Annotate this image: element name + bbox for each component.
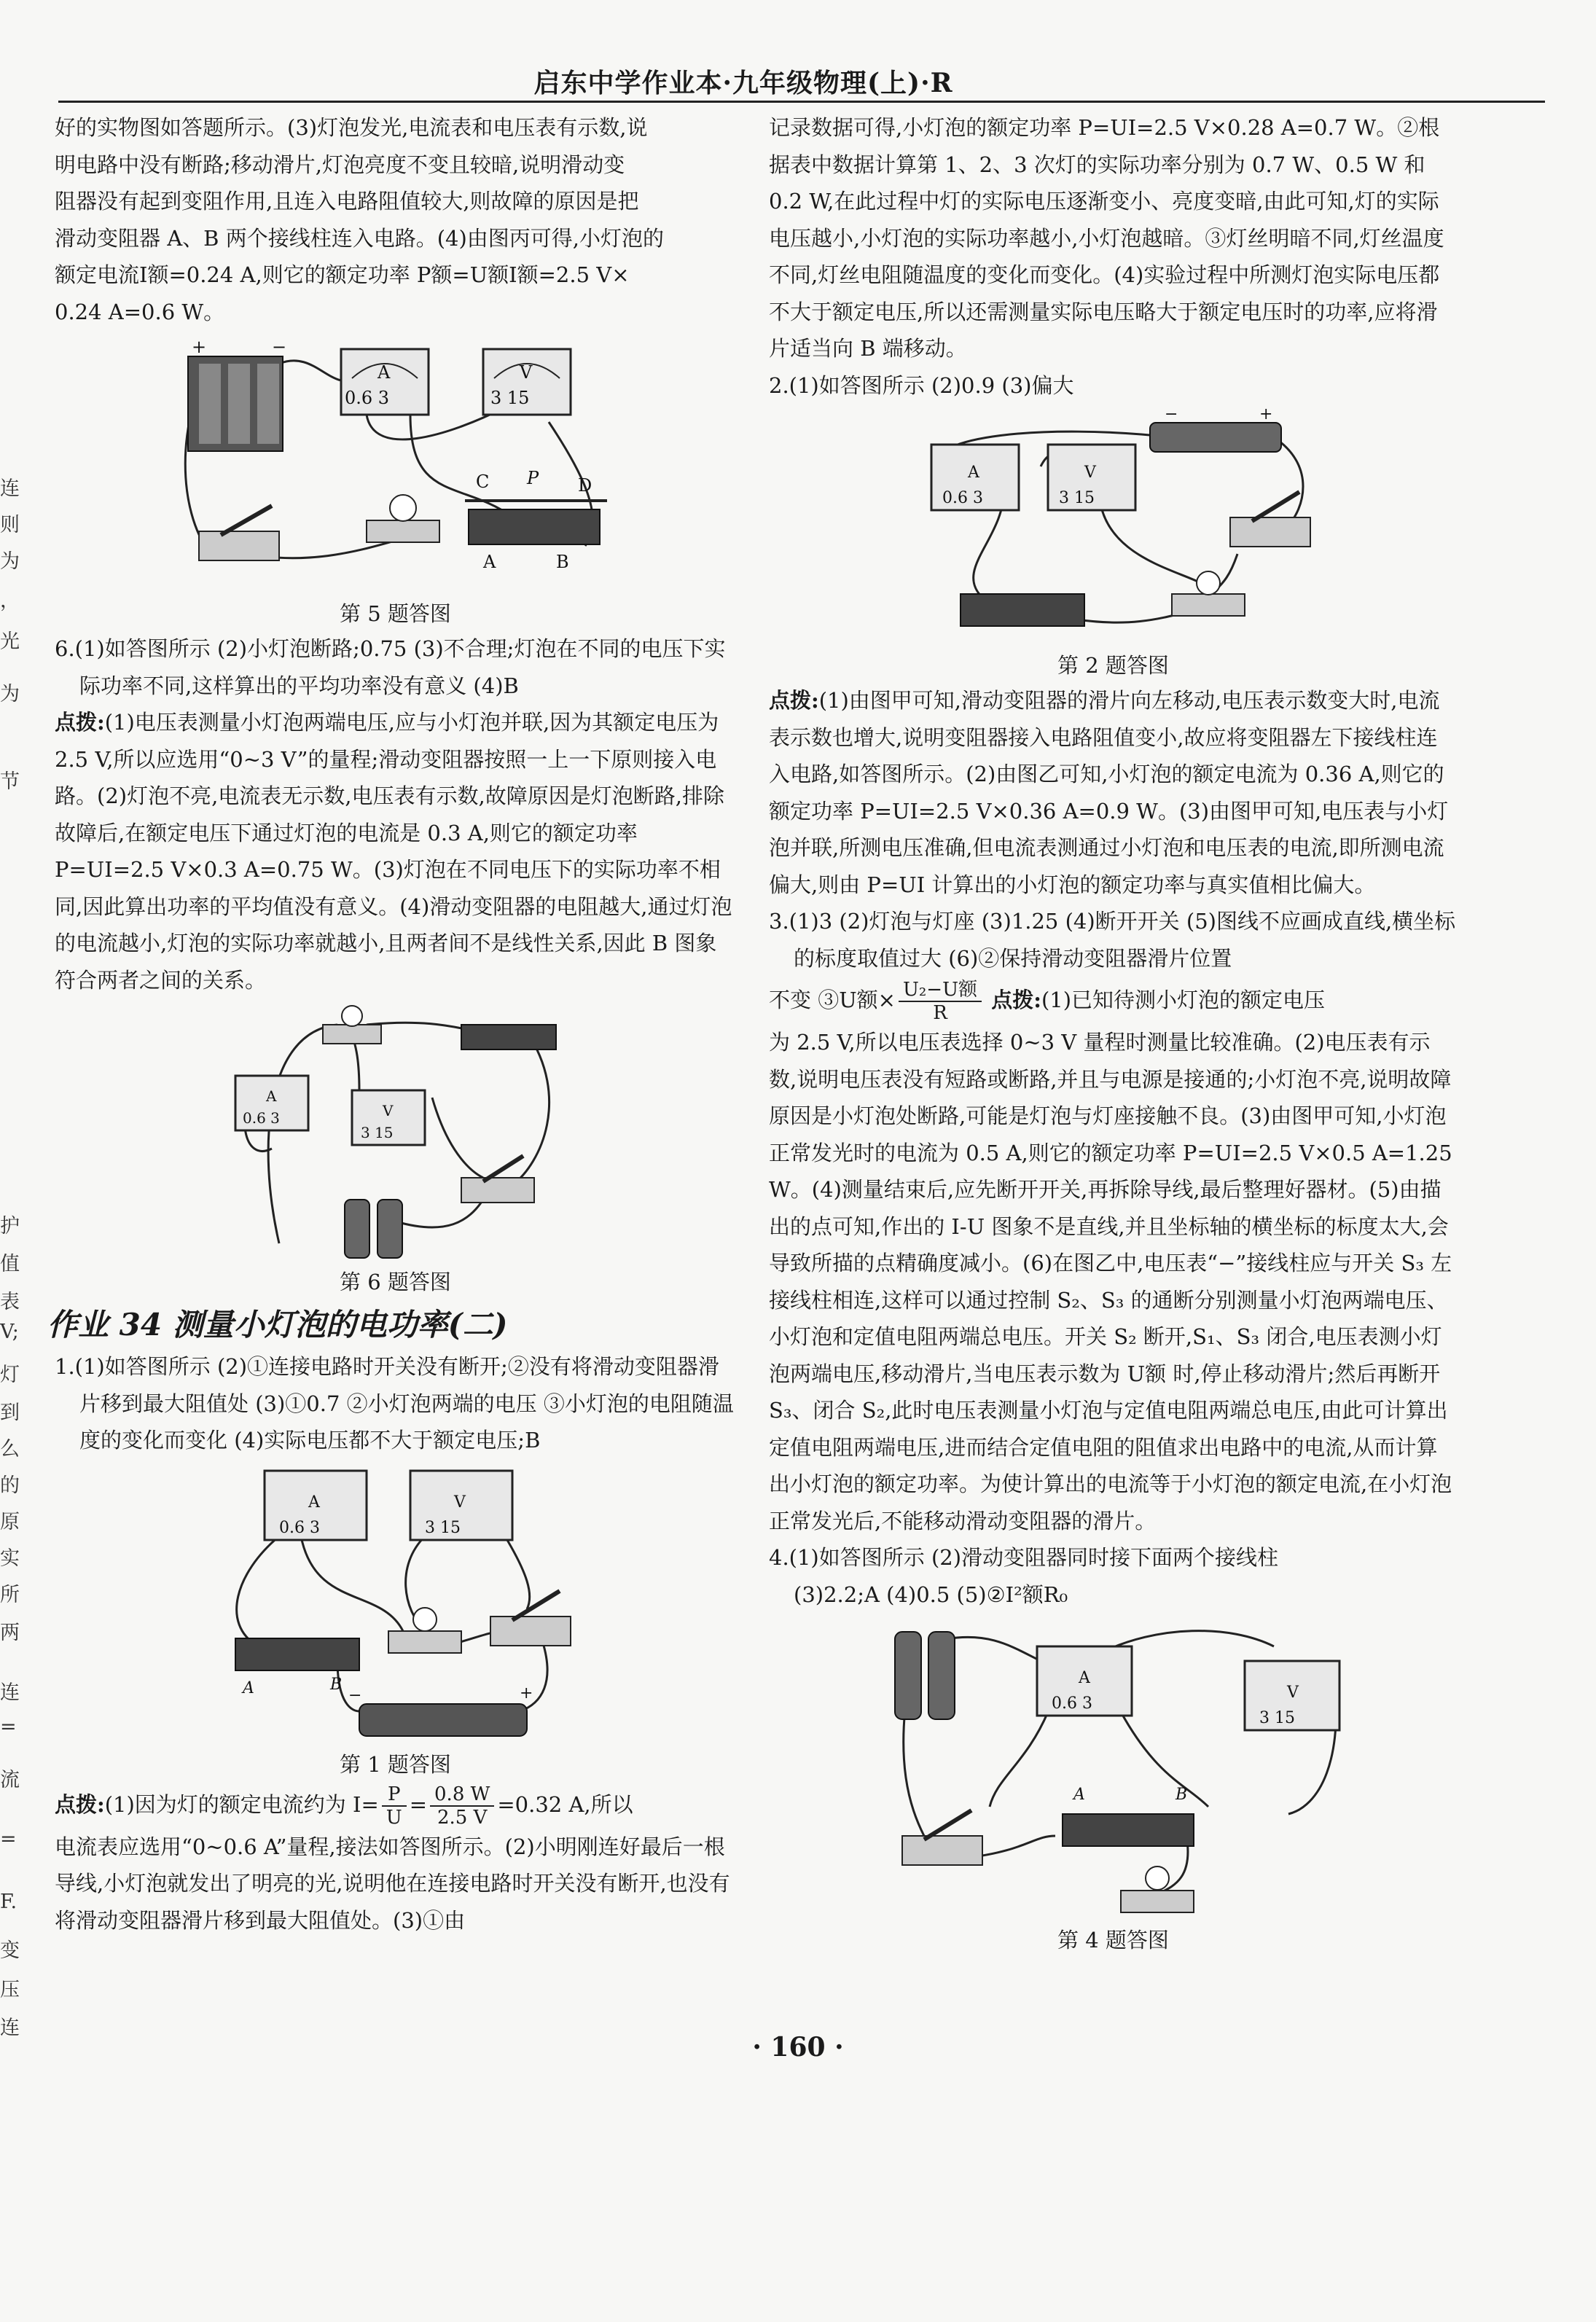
voltmeter-symbol: V bbox=[1084, 464, 1096, 482]
fraction-u2-minus-u-over-r bbox=[899, 979, 982, 1024]
note-label: 点拨: bbox=[55, 1791, 105, 1817]
figure-1-circuit bbox=[192, 1463, 600, 1748]
q3-answer-a: 3.(1)3 (2)灯泡与灯座 (3)1.25 (4)断开开关 (5)图线不应画成直线,横坐标的标度取值过大 (6)②保持滑动变阻器滑片位置 bbox=[769, 909, 1456, 971]
ammeter-scale: 0.6 3 bbox=[242, 1109, 280, 1127]
q3-answer-b bbox=[769, 977, 1458, 1024]
bulb-icon bbox=[388, 1608, 461, 1653]
figure-6-caption: 第 6 题答图 bbox=[340, 1270, 451, 1294]
q2-note-text: (1)由图甲可知,滑动变阻器的滑片向左移动,电压表示数变大时,电流表示数也增大,说明变阻器接入电路阻值变小,故应将变阻器左下接线柱连入电路,如答图所示。(2)由图乙可知,小灯泡的额定电流为 0.36 A,则它的额定功率 P=UI=2.5 V×0.36 A=0.9 W。(3)由图甲可知,电压表与小灯泡并联,所测电压准确,但电流表测通过小灯泡和电压表的电流,即所测电流偏大,则由 P=UI 计算出的小灯泡的额定功率与真实值相比偏大。 bbox=[769, 688, 1449, 897]
q4-answer-a: 4.(1)如答图所示 (2)滑动变阻器同时接下面两个接线柱 bbox=[769, 1545, 1279, 1570]
terminal-d: D bbox=[577, 475, 592, 496]
edge-char: 值 bbox=[0, 1253, 20, 1275]
voltmeter-scale: 3 15 bbox=[1058, 489, 1095, 507]
left-column bbox=[47, 109, 736, 1939]
rheostat-icon bbox=[1063, 1814, 1194, 1846]
terminal-a: A bbox=[482, 552, 496, 572]
edge-char: 节 bbox=[0, 770, 20, 793]
edge-char: 的 bbox=[0, 1474, 20, 1497]
q4-answer-b: (3)2.2;A (4)0.5 (5)②I²额R₀ bbox=[794, 1582, 1068, 1607]
section-title: 作业 34 测量小灯泡的电功率(二) bbox=[47, 1307, 508, 1342]
slider-p: P bbox=[526, 468, 539, 488]
q5-line: 好的实物图如答题所示。(3)灯泡发光,电流表和电压表有示数,说 bbox=[55, 115, 648, 140]
figure-6-circuit bbox=[192, 1003, 600, 1265]
edge-char: 连 bbox=[0, 1681, 20, 1704]
edge-char: 到 bbox=[0, 1402, 20, 1424]
right-column bbox=[769, 109, 1458, 1957]
edge-char: 么 bbox=[0, 1438, 20, 1461]
q1-note-text-b: =0.32 A,所以 bbox=[497, 1791, 633, 1817]
bulb-icon bbox=[1172, 571, 1245, 616]
voltmeter-scale: 3 15 bbox=[490, 388, 529, 408]
fraction-numerator: U₂−U额 bbox=[899, 979, 982, 1002]
q6-answer: 6.(1)如答图所示 (2)小灯泡断路;0.75 (3)不合理;灯泡在不同的电压下实际功率不同,这样算出的平均功率没有意义 (4)B bbox=[55, 636, 726, 698]
figure-2-caption: 第 2 题答图 bbox=[1057, 653, 1169, 678]
voltmeter-symbol: V bbox=[519, 362, 532, 383]
q3-note-text: 为 2.5 V,所以电压表选择 0~3 V 量程时测量比较准确。(2)电压表有示数,说明电压表没有短路或断路,并且与电源是接通的;小灯泡不亮,说明故障原因是小灯泡处断路,可能是灯泡与灯座接触不良。(3)由图甲可知,小灯泡正常发光时的电流为 0.5 A,则它的额定功率 P=UI=2.5 V×0.5 A=1.25 W。(4)测量结束后,应先断开开关,再拆除导线,最后整理好器材。(5)由描出的点可知,作出的 I-U 图象不是直线,并且坐标轴的横坐标的标度太大,会导致所描的点精确度减小。(6)在图乙中,电压表“−”接线柱应与开关 S₃ 左接线柱相连,这样可以通过控制 S₂、S₃ 的通断分别测量小灯泡两端电压、小灯泡和定值电阻两端总电压。开关 S₂ 断开,S₁、S₃ 闭合,电压表测小灯泡两端电压,移动滑片,当电压表示数为 U额 时,停止移动滑片;然后再断开 S₃、闭合 S₂,此时电压表测量小灯泡与定值电阻两端总电压,由此可计算出定值电阻两端电压,进而结合定值电阻的阻值求出电路中的电流,从而计算出小灯泡的额定功率。为使计算出的电流等于小灯泡的额定电流,在小灯泡正常发光后,不能移动滑动变阻器的滑片。 bbox=[769, 1030, 1452, 1533]
switch-icon bbox=[1230, 492, 1310, 547]
figure-5-circuit bbox=[170, 335, 622, 597]
fraction-numerator: P bbox=[382, 1783, 407, 1807]
fraction-denominator: 2.5 V bbox=[437, 1806, 488, 1829]
terminal-c: C bbox=[475, 472, 489, 492]
edge-char: 原 bbox=[0, 1511, 20, 1533]
battery-plus: + bbox=[1259, 408, 1272, 423]
rheostat-icon bbox=[465, 501, 607, 544]
terminal-a: A bbox=[1073, 1786, 1085, 1804]
voltmeter-scale: 3 15 bbox=[1259, 1709, 1295, 1727]
ammeter-symbol: A bbox=[265, 1087, 276, 1105]
edge-char: 两 bbox=[0, 1622, 20, 1644]
battery-icon bbox=[359, 1704, 527, 1736]
fraction-numerator: 0.8 W bbox=[430, 1783, 494, 1807]
figure-4-circuit bbox=[880, 1617, 1347, 1923]
q5-line: 滑动变阻器 A、B 两个接线柱连入电路。(4)由图丙可得,小灯泡的 bbox=[55, 225, 664, 251]
note-label: 点拨: bbox=[55, 710, 105, 735]
edge-char: F. bbox=[0, 1891, 17, 1913]
terminal-b: B bbox=[329, 1675, 342, 1694]
ammeter-scale: 0.6 3 bbox=[942, 489, 983, 507]
ammeter-scale: 0.6 3 bbox=[1051, 1694, 1092, 1713]
figure-4-caption: 第 4 题答图 bbox=[1057, 1928, 1169, 1952]
ammeter-scale: 0.6 3 bbox=[344, 388, 389, 408]
edge-char: 护 bbox=[0, 1215, 20, 1238]
terminal-b: B bbox=[1175, 1786, 1187, 1804]
ammeter-symbol: A bbox=[377, 362, 390, 383]
ammeter-symbol: A bbox=[967, 464, 979, 482]
edge-char: 实 bbox=[0, 1547, 20, 1570]
battery-plus: + bbox=[191, 337, 206, 357]
edge-char: 变 bbox=[0, 1939, 20, 1962]
terminal-a: A bbox=[242, 1678, 254, 1697]
rheostat-icon bbox=[961, 594, 1084, 626]
battery-minus: − bbox=[271, 337, 286, 357]
edge-char: 灯 bbox=[0, 1364, 20, 1386]
figure-5-caption: 第 5 题答图 bbox=[340, 601, 451, 626]
q2-answer: 2.(1)如答图所示 (2)0.9 (3)偏大 bbox=[769, 372, 1074, 398]
switch-icon bbox=[461, 1156, 534, 1203]
voltmeter-symbol: V bbox=[382, 1102, 393, 1119]
edge-char: V; bbox=[0, 1321, 19, 1343]
battery-icon bbox=[345, 1200, 402, 1258]
q1-note-text-c: 电流表应选用“0~0.6 A”量程,接法如答图所示。(2)小明刚连好最后一根导线,小灯泡就发出了明亮的光,说明他在连接电路时开关没有断开,也没有将滑动变阻器滑片移到最大阻值处。(3)①由 bbox=[55, 1834, 730, 1933]
ammeter-symbol: A bbox=[308, 1493, 320, 1512]
voltmeter-symbol: V bbox=[1286, 1684, 1299, 1702]
fraction-values bbox=[430, 1783, 494, 1829]
edge-char: ， bbox=[0, 590, 20, 612]
header-rule bbox=[58, 101, 1545, 103]
terminal-b: B bbox=[555, 552, 569, 572]
battery-icon bbox=[1150, 423, 1281, 452]
bulb-icon bbox=[323, 1006, 381, 1044]
q1-continued: 记录数据可得,小灯泡的额定功率 P=UI=2.5 V×0.28 A=0.7 W。②根据表中数据计算第 1、2、3 次灯的实际功率分别为 0.7 W、0.5 W 和 0.2 W,在此过程中灯的实际电压逐渐变小、亮度变暗,由此可知,灯的实际电压越小,小灯泡的实际功率越小,小灯泡越暗。③灯丝明暗不同,灯丝温度不同,灯丝电阻随温度的变化而变化。(4)实验过程中所测灯泡实际电压都不大于额定电压,所以还需测量实际电压略大于额定电压时的功率,应将滑片适当向 B 端移动。 bbox=[769, 115, 1444, 361]
fraction-denominator: R bbox=[933, 1002, 947, 1024]
fraction-p-over-u bbox=[382, 1783, 407, 1829]
edge-char: 光 bbox=[0, 630, 20, 653]
page-number: · 160 · bbox=[752, 2032, 844, 2063]
edge-char: 流 bbox=[0, 1769, 20, 1791]
rheostat-icon bbox=[235, 1638, 359, 1670]
q6-note bbox=[55, 704, 736, 998]
fraction-denominator: U bbox=[386, 1806, 402, 1829]
q1-answer: 1.(1)如答图所示 (2)①连接电路时开关没有断开;②没有将滑动变阻器滑片移到最大阻值处 (3)①0.7 ②小灯泡两端的电压 ③小灯泡的电阻随温度的变化而变化 (4)实际电压都不大于额定电压;B bbox=[55, 1354, 734, 1453]
edge-char: 则 bbox=[0, 514, 20, 536]
figure-2-circuit bbox=[895, 408, 1332, 649]
edge-char: 所 bbox=[0, 1584, 20, 1606]
edge-char: 压 bbox=[0, 1979, 20, 2001]
edge-char: 为 bbox=[0, 683, 20, 705]
voltmeter-scale: 3 15 bbox=[424, 1518, 461, 1537]
page-header-title: 启东中学作业本·九年级物理(上)·R bbox=[533, 68, 953, 98]
edge-char: = bbox=[0, 1716, 17, 1738]
edge-char: 为 bbox=[0, 550, 20, 573]
switch-icon bbox=[199, 506, 279, 560]
voltmeter-symbol: V bbox=[453, 1493, 466, 1512]
battery-plus: + bbox=[519, 1684, 533, 1703]
q3-text-b: 不变 ③U额× bbox=[769, 988, 896, 1012]
ammeter-scale: 0.6 3 bbox=[278, 1518, 320, 1537]
battery-icon bbox=[188, 356, 283, 451]
edge-char: 连 bbox=[0, 2017, 20, 2039]
q5-line: 0.24 A=0.6 W。 bbox=[55, 299, 225, 324]
q3-text-c: (1)已知待测小灯泡的额定电压 bbox=[1041, 988, 1326, 1012]
q5-line: 明电路中没有断路;移动滑片,灯泡亮度不变且较暗,说明滑动变 bbox=[55, 152, 625, 177]
note-label: 点拨: bbox=[769, 688, 819, 713]
bulb-icon bbox=[367, 495, 439, 542]
q1-note-text-a: (1)因为灯的额定电流约为 I= bbox=[104, 1791, 379, 1817]
figure-1-caption: 第 1 题答图 bbox=[340, 1751, 451, 1777]
edge-char: = bbox=[0, 1828, 17, 1850]
note-label: 点拨: bbox=[991, 988, 1041, 1012]
q1-note-formula-line: 点拨:(1)因为灯的额定电流约为 I= $\frac{P}{U}$ = $\frac{0.8 W}{2.5 V}$ =0.32 A,所以 bbox=[55, 1783, 633, 1829]
ammeter-symbol: A bbox=[1078, 1669, 1090, 1687]
edge-char: 连 bbox=[0, 477, 20, 500]
battery-icon bbox=[895, 1632, 955, 1719]
battery-minus: − bbox=[348, 1686, 361, 1705]
voltmeter-scale: 3 15 bbox=[360, 1124, 394, 1141]
q6-note-text: (1)电压表测量小灯泡两端电压,应与小灯泡并联,因为其额定电压为 2.5 V,所以应选用“0~3 V”的量程;滑动变阻器按照一上一下原则接入电路。(2)灯泡不亮,电流表无示数,电压表有示数,故障原因是灯泡断路,排除故障后,在额定电压下通过灯泡的电流是 0.3 A,则它的额定功率 P=UI=2.5 V×0.3 A=0.75 W。(3)灯泡在不同电压下的实际功率不相同,因此算出功率的平均值没有意义。(4)滑动变阻器的电阻越大,通过灯泡的电流越小,灯泡的实际功率就越小,且两者间不是线性关系,因此 B 图象符合两者之间的关系。 bbox=[55, 710, 732, 993]
battery-minus: − bbox=[1164, 408, 1178, 423]
q5-line: 额定电流I额=0.24 A,则它的额定功率 P额=U额I额=2.5 V× bbox=[55, 262, 630, 287]
edge-char: 表 bbox=[0, 1291, 20, 1313]
rheostat-icon bbox=[461, 1025, 556, 1049]
q2-note bbox=[769, 682, 1458, 903]
switch-icon bbox=[902, 1810, 982, 1865]
q5-line: 阻器没有起到变阻作用,且连入电路阻值较大,则故障的原因是把 bbox=[55, 189, 639, 214]
